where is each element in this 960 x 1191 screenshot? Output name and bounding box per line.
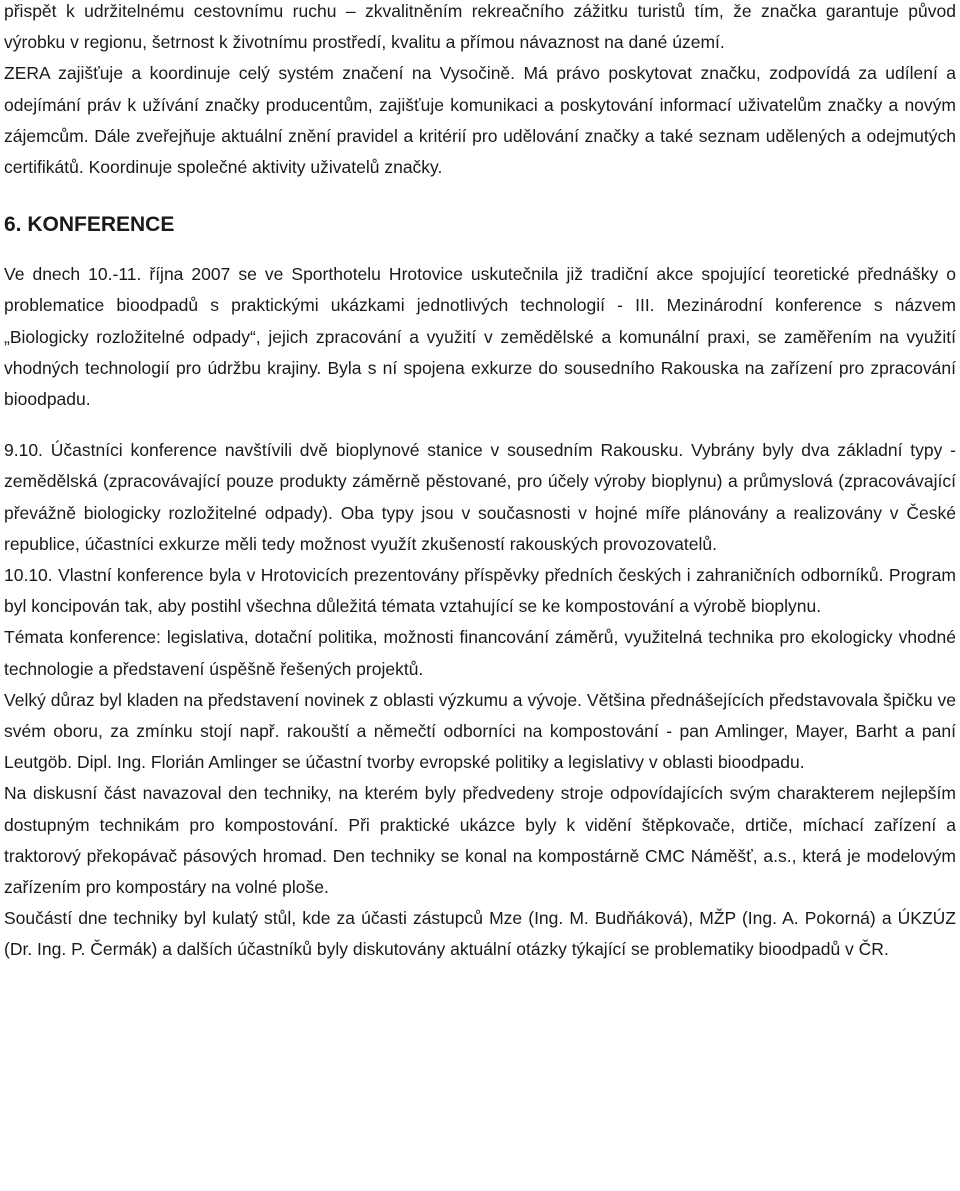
- document-page: [4, 0, 956, 966]
- paragraph-technique-day: Na diskusní část navazoval den techniky, na kterém byly předvedeny stroje odpovídajících svým charakterem nejlepším dostupným technikám pro kompostování. Při praktické ukázce byly k vidění štěpkovače, drtiče, míchací zařízení a traktorový překopávač pásových hromad. Den techniky se konal na kompostárně CMC Náměšť, a.s., která je modelovým zařízením pro kompostáry na volné ploše.: [4, 783, 956, 898]
- paragraph-topics: Témata konference: legislativa, dotační politika, možnosti financování záměrů, využitelná technika pro ekologicky vhodné technologie a představení úspěšně řešených projektů.: [4, 627, 956, 679]
- paragraph-round-table: Součástí dne techniky byl kulatý stůl, kde za účasti zástupců Mze (Ing. M. Budňáková), MŽP (Ing. A. Pokorná) a ÚKZÚZ (Dr. Ing. P. Čermák) a dalších účastníků byly diskutovány aktuální otázky týkající se problematiky bioodpadů v ČR.: [4, 908, 956, 960]
- paragraph-zera-role: ZERA zajišťuje a koordinuje celý systém značení na Vysočině. Má právo poskytovat značku, zodpovídá za udílení a odejímání práv k užívání značky producentům, zajišťuje komunikaci a poskytování informací uživatelům značky a novým zájemcům. Dále zveřejňuje aktuální znění pravidel a kritérií pro udělování značky a také seznam udělených a odejmutých certifikátů. Koordinuje společné aktivity uživatelů značky.: [4, 63, 956, 178]
- paragraph-conference-intro: Ve dnech 10.-11. října 2007 se ve Sporthotelu Hrotovice uskutečnila již tradiční akce spojující teoretické přednášky o problematice bioodpadů s praktickými ukázkami jednotlivých technologií - III. Mezinárodní konference s názvem „Biologicky rozložitelné odpady“, jejich zpracování a využití v zemědělské a komunální praxi, se zaměřením na využití vhodných technologií pro údržbu krajiny. Byla s ní spojena exkurze do sousedního Rakouska na zařízení pro zpracování bioodpadu.: [4, 264, 956, 410]
- paragraph-brand-goal: přispět k udržitelnému cestovnímu ruchu – zkvalitněním rekreačního zážitku turistů tím, že značka garantuje původ výrobku v regionu, šetrnost k životnímu prostředí, kvalitu a přímou návaznost na dané území.: [4, 1, 956, 53]
- paragraph-excursion: 9.10. Účastníci konference navštívili dvě bioplynové stanice v sousedním Rakousku. Vybrány byly dva základní typy - zemědělská (zpracovávající pouze produkty záměrně pěstované, pro účely výroby bioplynu) a průmyslová (zpracovávající převážně biologicky rozložitelné odpady). Oba typy jsou v současnosti v hojné míře plánovány a realizovány v České republice, účastníci exkurze měli tedy možnost využít zkušeností rakouských provozovatelů.: [4, 440, 956, 554]
- paragraph-speakers: Velký důraz byl kladen na představení novinek z oblasti výzkumu a vývoje. Většina přednášejících představovala špičku ve svém oboru, za zmínku stojí např. rakouští a němečtí odborníci na kompostování - pan Amlinger, Mayer, Barht a paní Leutgöb. Dipl. Ing. Florián Amlinger se účastní tvorby evropské politiky a legislativy v oblasti bioodpadu.: [4, 689, 956, 773]
- section-heading: 6. KONFERENCE: [4, 213, 175, 237]
- paragraph-conference-day: 10.10. Vlastní konference byla v Hrotovicích prezentovány příspěvky předních českých i zahraničních odborníků. Program byl koncipován tak, aby postihl všechna důležitá témata vztahující se ke kompostování a výrobě bioplynu.: [4, 565, 956, 617]
